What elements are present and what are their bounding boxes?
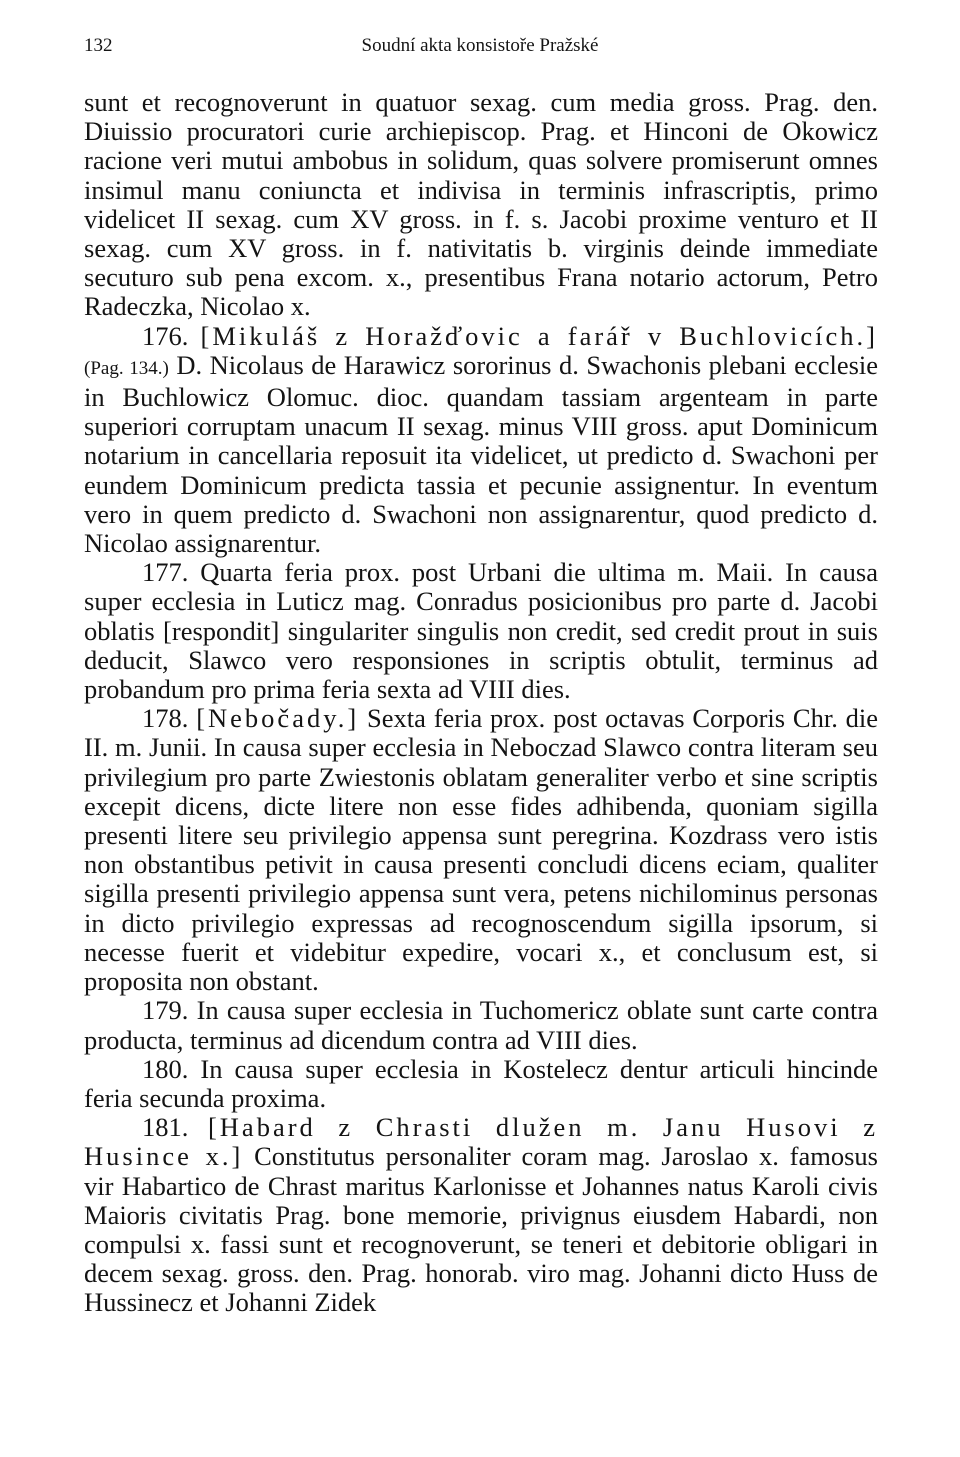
paragraph-continuation [84,88,878,322]
paragraph-text: sunt et recognoverunt in quatuor sexag. cum media gross. Prag. den. Diuissio procuratori curie archiepiscop. Prag. et Hinconi de Okowicz racione veri mutui ambobus in solidum, quas solvere promiserunt omnes insimul manu coniuncta et indivisa in terminis infrascriptis, primo videlicet II sexag. cum XV gross. in f. s. Jacobi proxime venturo et II sexag. cum XV gross. in f. nativitatis b. virginis deinde immediate secuturo sub pena excom. x., presentibus Frana notario actorum, Petro Radeczka, Nicolao x. [84,87,878,322]
entry-text: Sexta feria prox. post octavas Corporis Chr. die II. m. Junii. In causa super ecclesia in Neboczad Slawco contra literam seu privilegium pro parte Zwiestonis oblatam generaliter verbo et sine scriptis excepit dicens, dicte litere non esse fides adhibenda, quoniam sigilla presenti litere seu privilegio appensa sunt peregrina. Kozdrass vero istis non obstantibus petivit in causa presenti concludi dicens eciam, qualiter sigilla presenti privilegio appensa sunt vera, petens nichilominus personas in dicto privilegio expressas ad recognoscendum sigilla ipsorum, si necesse fuerit et videbitur expedire, vocari x., et conclusum est, si proposita non obstant. [84,703,879,997]
entry-text: Quarta feria prox. post Urbani die ultima m. Maii. In causa super ecclesia in Luticz mag. Conradus posicionibus pro parte d. Jacobi oblatis [respondit] singulariter singulis non credit, sed credit prout in suis deducit, Slawco vero responsiones in scriptis obtulit, terminus ad probandum pro prima feria sexta ad VIII dies. [84,557,878,705]
entry-177 [84,558,878,704]
entry-number: 180. [142,1053,189,1084]
entry-heading: [Habard z Chrasti dlužen m. Janu Husovi z Husince x.] [84,1112,878,1172]
page-text [84,88,878,1318]
entry-text: In causa super ecclesia in Kostelecz dentur articuli hincinde feria secunda proxima. [84,1053,878,1113]
entry-number: 179. [142,995,189,1026]
entry-text: In causa super ecclesia in Tuchomericz oblate sunt carte contra producta, terminus ad dicendum contra ad VIII dies. [84,995,878,1055]
running-header [84,34,876,58]
entry-text: D. Nicolaus de Harawicz sororinus d. Swachonis plebani ecclesie in Buchlowicz Olomuc. dioc. quandam tassiam argenteam in parte superiori corruptam unacum II sexag. minus VIII gross. aput Dominicum notarium in cancellaria reposuit ita videlicet, ut predicto d. Swachoni per eundem Dominicum predicta tassia et pecunie assignentur. In eventum vero in quem predicto d. Swachoni non assignarentur, quod predicto d. Nicolao assignarentur. [84,349,879,559]
entry-heading: [Nebočady.] [196,703,360,734]
entry-176 [84,322,878,559]
entry-179 [84,996,878,1054]
entry-number: 178. [142,703,189,734]
entry-heading: [Mikuláš z Horažďovic a farář v Buchlovicích.] [200,320,879,351]
page-number: 132 [84,35,113,56]
entry-text: Constitutus personaliter coram mag. Jaroslao x. famosus vir Habartico de Chrast maritus Karlonisse et Johannes natus Karoli civis Maioris civitatis Prag. bone memorie, privignus eiusdem Habardi, non compulsi x. fassi sunt et recognoverunt, se teneri et debitorie obligari in decem sexag. gross. den. Prag. honorab. viro mag. Johanni dicto Huss de Hussinecz et Johanni Zidek [84,1141,878,1318]
page-reference: (Pag. 134.) [84,357,169,379]
running-title: Soudní akta konsistoře Pražské [361,35,599,56]
entry-number: 176. [142,320,189,351]
entry-181 [84,1113,878,1317]
entry-number: 177. [142,557,189,588]
entry-number: 181. [142,1112,189,1143]
entry-180 [84,1055,878,1113]
entry-178 [84,704,878,996]
